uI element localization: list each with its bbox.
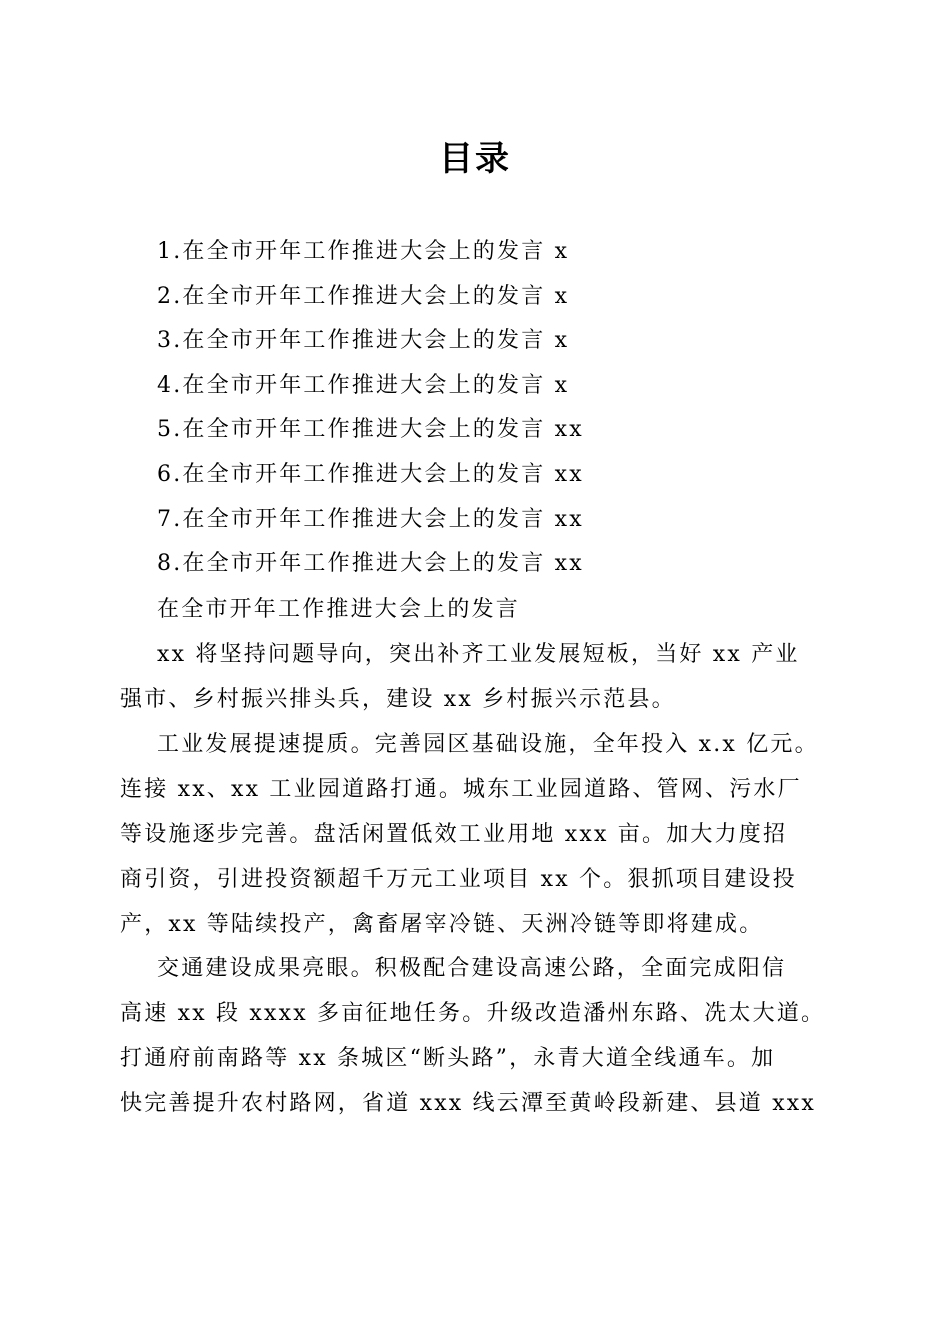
table-of-contents bbox=[157, 230, 584, 587]
toc-item-3: 3.在全市开年工作推进大会上的发言 x bbox=[157, 328, 570, 354]
toc-item-6: 6.在全市开年工作推进大会上的发言 xx bbox=[157, 461, 584, 487]
paragraph-line: 快完善提升农村路网，省道 xxx 线云潭至黄岭段新建、县道 xxx bbox=[120, 1091, 817, 1116]
paragraph-line: 高速 xx 段 xxxx 多亩征地任务。升级改造潘州东路、冼太大道。 bbox=[120, 1001, 826, 1026]
paragraph-line: xx 将坚持问题导向，突出补齐工业发展短板，当好 xx 产业 bbox=[157, 642, 800, 667]
toc-item-7: 7.在全市开年工作推进大会上的发言 xx bbox=[157, 506, 584, 532]
paragraph-line: 连接 xx、xx 工业园道路打通。城东工业园道路、管网、污水厂 bbox=[120, 777, 802, 802]
paragraph-line: 打通府前南路等 xx 条城区“断头路”，永青大道全线通车。加 bbox=[120, 1046, 776, 1071]
toc-item-5: 5.在全市开年工作推进大会上的发言 xx bbox=[157, 417, 584, 443]
paragraph-intro bbox=[120, 632, 840, 722]
paragraph-line: 产，xx 等陆续投产，禽畜屠宰冷链、天洲冷链等即将建成。 bbox=[120, 912, 764, 937]
paragraph-line: 工业发展提速提质。完善园区基础设施，全年投入 x.x 亿元。 bbox=[157, 732, 819, 757]
paragraph-transport bbox=[120, 946, 840, 1126]
toc-item-2: 2.在全市开年工作推进大会上的发言 x bbox=[157, 283, 570, 309]
toc-item-4: 4.在全市开年工作推进大会上的发言 x bbox=[157, 372, 570, 398]
paragraph-line: 等设施逐步完善。盘活闲置低效工业用地 xxx 亩。加大力度招 bbox=[120, 822, 788, 847]
page-title: 目录 bbox=[439, 139, 511, 179]
paragraph-industry bbox=[120, 722, 840, 947]
toc-item-1: 1.在全市开年工作推进大会上的发言 x bbox=[157, 239, 570, 264]
toc-item-8: 8.在全市开年工作推进大会上的发言 xx bbox=[157, 551, 584, 577]
paragraph-line: 交通建设成果亮眼。积极配合建设高速公路，全面完成阳信 bbox=[157, 956, 787, 981]
section-heading: 在全市开年工作推进大会上的发言 bbox=[157, 597, 521, 622]
paragraph-line: 强市、乡村振兴排头兵，建设 xx 乡村振兴示范县。 bbox=[120, 687, 676, 712]
paragraph-line: 商引资，引进投资额超千万元工业项目 xx 个。狠抓项目建设投 bbox=[120, 867, 797, 892]
